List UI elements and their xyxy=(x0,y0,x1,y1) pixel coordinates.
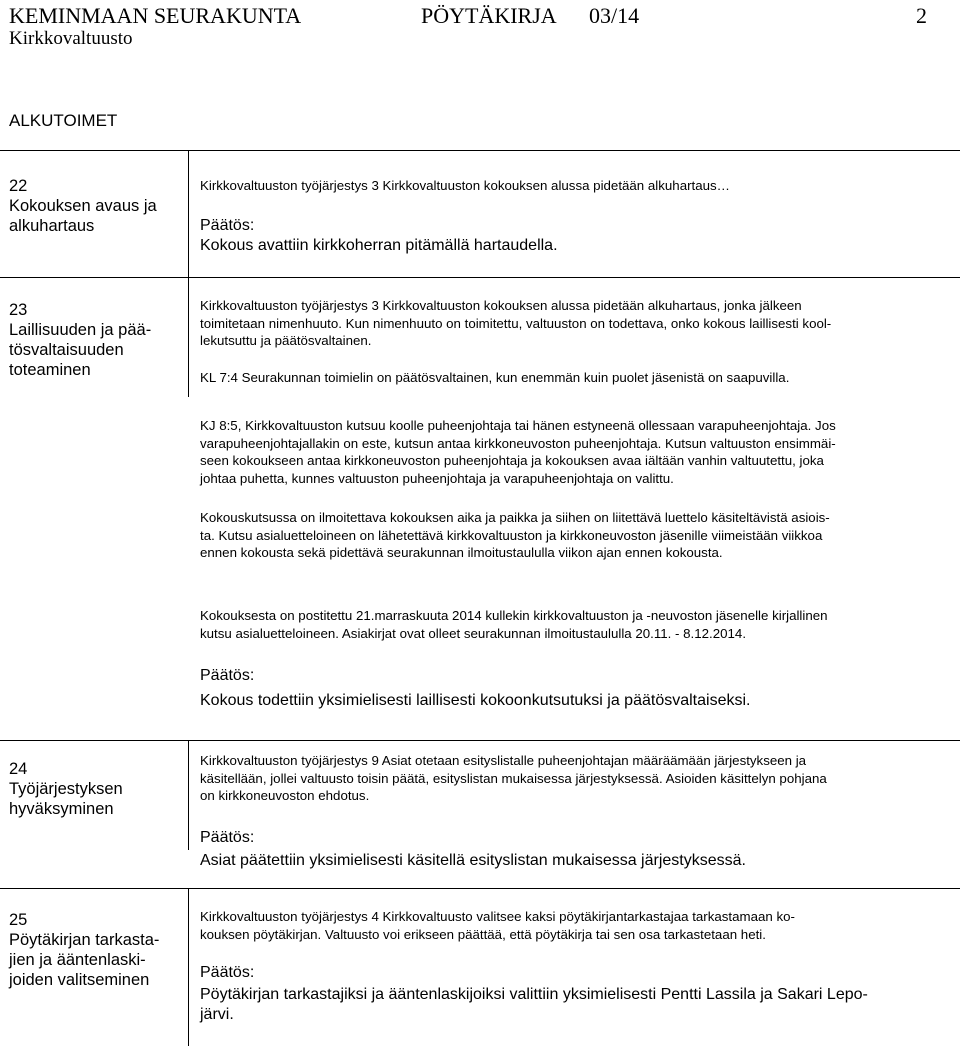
text-line: KL 7:4 Seurakunnan toimielin on päätösvaltainen, kun enemmän kuin puolet jäsenistä on saapuvilla. xyxy=(200,370,790,385)
item-title-line: Pöytäkirjan tarkasta- xyxy=(9,931,160,949)
text-line: Kirkkovaltuuston työjärjestys 4 Kirkkovaltuusto valitsee kaksi pöytäkirjantarkastajaa tarkastamaan ko- xyxy=(200,909,795,924)
divider xyxy=(0,888,960,889)
item-25-heading xyxy=(9,910,179,990)
text-line: KJ 8:5, Kirkkovaltuuston kutsuu koolle puheenjohtaja tai hänen estyneenä ollessaan varapuheenjohtaja. Jos xyxy=(200,418,836,433)
item-24-body xyxy=(200,752,945,805)
decision-text xyxy=(200,985,945,1025)
item-title-line: Kokouksen avaus ja xyxy=(9,197,157,215)
text-line: Kokouskutsussa on ilmoitettava kokouksen aika ja paikka ja siihen on liitettävä luettelo käsiteltävistä asiois- xyxy=(200,510,830,525)
decision-label: Päätös: xyxy=(200,829,255,846)
decision-label: Päätös: xyxy=(200,667,255,684)
text-line: on kirkkoneuvoston ehdotus. xyxy=(200,788,370,803)
item-23-intro xyxy=(200,297,945,350)
item-title-line: tösvaltaisuuden xyxy=(9,341,124,359)
item-title-line: alkuhartaus xyxy=(9,217,95,235)
text-line: kutsu asialuetteloineen. Asiakirjat ovat olleet seurakunnan ilmoitustaululla 20.11. - 8.12.2014. xyxy=(200,625,747,641)
text-line: Kokouksesta on postitettu 21.marraskuuta 2014 kullekin kirkkovaltuuston ja -neuvoston jäsenelle kirjallinen xyxy=(200,608,828,623)
divider xyxy=(0,277,960,278)
item-title-line: toteaminen xyxy=(9,361,91,379)
divider xyxy=(0,150,960,151)
text-line: ta. Kutsu asialuetteloineen on lähetettävä kirkkovaltuuston ja kirkkoneuvoston jäsenille viimeistään viikkoa xyxy=(200,527,823,543)
column-divider xyxy=(188,740,189,850)
decision-text: Kokous avattiin kirkkoherran pitämällä hartaudella. xyxy=(200,237,558,254)
paragraph: Kirkkovaltuuston työjärjestys 3 Kirkkovaltuuston kokouksen alussa pidetään alkuhartaus… xyxy=(200,178,730,193)
decision-text: Kokous todettiin yksimielisesti laillisesti kokoonkutsutuksi ja päätösvaltaiseksi. xyxy=(200,692,751,709)
text-line: kouksen pöytäkirjan. Valtuusto voi erikseen päättää, että pöytäkirja tai sen osa tarkastetaan heti. xyxy=(200,926,766,942)
column-divider xyxy=(188,888,189,1046)
document-number: 03/14 xyxy=(589,3,640,28)
item-number: 24 xyxy=(9,760,28,778)
text-line: lekutsuttu ja päätösvaltainen. xyxy=(200,333,372,348)
text-line: seen kokoukseen antaa kirkkoneuvoston puheenjohtaja ja kokouksen avaa iältään vanhin valtuutettu, joka xyxy=(200,453,824,468)
council-name: Kirkkovaltuusto xyxy=(9,28,133,49)
page-header xyxy=(9,4,949,50)
decision-line: järvi. xyxy=(200,1006,234,1023)
parish-name: KEMINMAAN SEURAKUNTA xyxy=(9,3,302,28)
section-title: ALKUTOIMET xyxy=(9,111,118,130)
item-number: 22 xyxy=(9,177,28,195)
text-line: Kirkkovaltuuston työjärjestys 9 Asiat otetaan esityslistalle puheenjohtajan määräämään järjestykseen ja xyxy=(200,753,807,768)
divider xyxy=(0,740,960,741)
item-23-heading xyxy=(9,300,179,380)
text-line: toimitetaan nimenhuuto. Kun nimenhuuto on toimitettu, valtuuston on todettava, onko kokous laillisesti kool- xyxy=(200,315,832,331)
column-divider xyxy=(188,150,189,278)
decision-label: Päätös: xyxy=(200,217,255,234)
decision-label: Päätös: xyxy=(200,964,255,981)
decision-text: Asiat päätettiin yksimielisesti käsitellä esityslistan mukaisessa järjestyksessä. xyxy=(200,852,746,869)
item-number: 23 xyxy=(9,301,28,319)
text-line: käsitellään, jollei valtuusto toisin päätä, esityslistan mukaisessa järjestyksessä. Asioiden käsittelyn pohjana xyxy=(200,770,827,786)
item-23-kl xyxy=(200,369,945,387)
page-number: 2 xyxy=(916,3,927,28)
document-type: PÖYTÄKIRJA xyxy=(421,3,557,28)
item-22-body xyxy=(200,177,945,195)
text-line: Kirkkovaltuuston työjärjestys 3 Kirkkovaltuuston kokouksen alussa pidetään alkuhartaus, jonka jälkeen xyxy=(200,298,802,313)
item-23-posting xyxy=(200,607,945,642)
item-title-line: hyväksyminen xyxy=(9,800,114,818)
item-23-kutsu xyxy=(200,509,945,562)
column-divider xyxy=(188,277,189,397)
text-line: johtaa puhetta, kunnes valtuuston puheenjohtaja ja varapuheenjohtaja on valittu. xyxy=(200,470,674,486)
item-24-heading xyxy=(9,759,179,819)
text-line: varapuheenjohtajallakin on este, kutsun antaa kirkkoneuvoston puheenjohtaja. Kutsun valtuuston ensimmäi- xyxy=(200,435,836,451)
item-title-line: joiden valitseminen xyxy=(9,971,150,989)
decision-line: Pöytäkirjan tarkastajiksi ja ääntenlaskijoiksi valittiin yksimielisesti Pentti Lassila ja Sakari Lepo- xyxy=(200,986,868,1003)
item-title-line: jien ja ääntenlaski- xyxy=(9,951,146,969)
item-23-kj xyxy=(200,417,945,487)
text-line: ennen kokousta sekä pidettävä seurakunnan ilmoitustaululla viikon ajan ennen kokousta. xyxy=(200,545,723,560)
item-title-line: Työjärjestyksen xyxy=(9,780,123,798)
item-25-body xyxy=(200,908,945,943)
item-title-line: Laillisuuden ja pää- xyxy=(9,321,152,339)
item-22-heading xyxy=(9,176,179,236)
item-number: 25 xyxy=(9,911,28,929)
